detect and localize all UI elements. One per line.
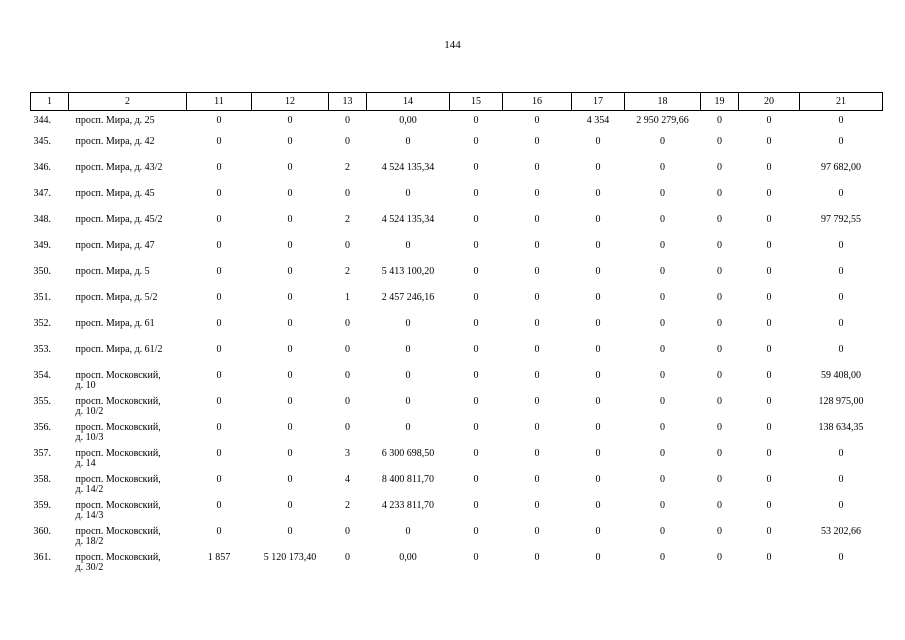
value-cell: 0 bbox=[287, 318, 293, 329]
value-cell: 0 bbox=[216, 240, 222, 251]
address-cell: просп. Мира, д. 43/2 bbox=[75, 162, 163, 173]
table-row bbox=[31, 111, 883, 138]
value-cell: 0 bbox=[534, 396, 540, 407]
value-cell: 2 bbox=[345, 500, 350, 511]
value-cell: 0 bbox=[766, 396, 772, 407]
address-cell: просп. Московский, д. 10/3 bbox=[75, 422, 161, 443]
value-cell: 0 bbox=[216, 318, 222, 329]
value-cell: 0 bbox=[287, 115, 293, 126]
column-header: 16 bbox=[503, 93, 572, 111]
row-number-cell: 351. bbox=[33, 292, 51, 303]
table-row bbox=[31, 345, 883, 371]
address-cell: просп. Московский, д. 14 bbox=[75, 448, 161, 469]
value-cell: 0 bbox=[345, 552, 350, 563]
value-cell: 0 bbox=[345, 136, 350, 147]
value-cell: 0 bbox=[534, 344, 540, 355]
value-cell: 5 413 100,20 bbox=[381, 266, 435, 277]
value-cell: 0 bbox=[595, 422, 601, 433]
value-cell: 0 bbox=[717, 115, 722, 126]
value-cell: 2 bbox=[345, 266, 350, 277]
value-cell: 0 bbox=[216, 162, 222, 173]
value-cell: 0 bbox=[216, 266, 222, 277]
address-cell: просп. Мира, д. 42 bbox=[75, 136, 155, 147]
value-cell: 4 233 811,70 bbox=[381, 500, 435, 511]
value-cell: 0 bbox=[838, 552, 844, 563]
value-cell: 0 bbox=[287, 162, 293, 173]
address-cell: просп. Московский, д. 14/2 bbox=[75, 474, 161, 495]
value-cell: 2 457 246,16 bbox=[381, 292, 435, 303]
value-cell: 0 bbox=[717, 422, 722, 433]
value-cell: 0 bbox=[287, 422, 293, 433]
value-cell: 0 bbox=[660, 422, 665, 433]
value-cell: 0 bbox=[473, 266, 479, 277]
value-cell: 4 524 135,34 bbox=[381, 162, 435, 173]
value-cell: 2 bbox=[345, 162, 350, 173]
value-cell: 0 bbox=[405, 422, 411, 433]
value-cell: 0 bbox=[473, 500, 479, 511]
value-cell: 0 bbox=[660, 240, 665, 251]
value-cell: 0 bbox=[534, 188, 540, 199]
value-cell: 0 bbox=[405, 526, 411, 537]
value-cell: 0 bbox=[595, 240, 601, 251]
value-cell: 0 bbox=[473, 188, 479, 199]
value-cell: 0 bbox=[660, 188, 665, 199]
value-cell: 0 bbox=[534, 266, 540, 277]
value-cell: 0 bbox=[595, 552, 601, 563]
value-cell: 0 bbox=[766, 214, 772, 225]
value-cell: 0 bbox=[345, 370, 350, 381]
data-table bbox=[30, 92, 883, 579]
page-number: 144 bbox=[444, 39, 461, 51]
row-number-cell: 358. bbox=[33, 474, 51, 485]
value-cell: 0 bbox=[345, 526, 350, 537]
value-cell: 0 bbox=[534, 292, 540, 303]
column-header: 14 bbox=[367, 93, 450, 111]
value-cell: 0 bbox=[534, 214, 540, 225]
value-cell: 0 bbox=[287, 214, 293, 225]
value-cell: 0 bbox=[287, 474, 293, 485]
value-cell: 0 bbox=[345, 318, 350, 329]
value-cell: 0 bbox=[216, 422, 222, 433]
value-cell: 0 bbox=[216, 370, 222, 381]
value-cell: 0 bbox=[766, 266, 772, 277]
row-number-cell: 357. bbox=[33, 448, 51, 459]
value-cell: 0 bbox=[534, 370, 540, 381]
value-cell: 0 bbox=[766, 292, 772, 303]
value-cell: 0 bbox=[534, 448, 540, 459]
column-header: 11 bbox=[187, 93, 252, 111]
value-cell: 0 bbox=[660, 500, 665, 511]
row-number-cell: 344. bbox=[33, 115, 51, 126]
value-cell: 0 bbox=[838, 474, 844, 485]
value-cell: 0 bbox=[405, 136, 411, 147]
value-cell: 0 bbox=[717, 500, 722, 511]
value-cell: 0 bbox=[717, 474, 722, 485]
row-number-cell: 348. bbox=[33, 214, 51, 225]
value-cell: 0 bbox=[345, 344, 350, 355]
value-cell: 8 400 811,70 bbox=[381, 474, 435, 485]
value-cell: 0 bbox=[595, 526, 601, 537]
value-cell: 0 bbox=[717, 318, 722, 329]
value-cell: 0 bbox=[766, 318, 772, 329]
value-cell: 0 bbox=[660, 292, 665, 303]
value-cell: 0 bbox=[660, 162, 665, 173]
value-cell: 0 bbox=[717, 396, 722, 407]
column-header: 17 bbox=[572, 93, 625, 111]
value-cell: 0 bbox=[473, 318, 479, 329]
value-cell: 0 bbox=[595, 136, 601, 147]
value-cell: 0 bbox=[717, 526, 722, 537]
value-cell: 0 bbox=[766, 448, 772, 459]
value-cell: 0 bbox=[717, 162, 722, 173]
value-cell: 0 bbox=[216, 526, 222, 537]
value-cell: 0 bbox=[838, 188, 844, 199]
value-cell: 138 634,35 bbox=[818, 422, 864, 433]
value-cell: 0 bbox=[216, 115, 222, 126]
value-cell: 0 bbox=[405, 396, 411, 407]
value-cell: 0 bbox=[287, 240, 293, 251]
value-cell: 0 bbox=[595, 370, 601, 381]
value-cell: 0 bbox=[766, 474, 772, 485]
value-cell: 6 300 698,50 bbox=[381, 448, 435, 459]
value-cell: 0 bbox=[660, 448, 665, 459]
value-cell: 0 bbox=[405, 370, 411, 381]
value-cell: 0 bbox=[216, 500, 222, 511]
value-cell: 0 bbox=[345, 396, 350, 407]
value-cell: 0 bbox=[473, 370, 479, 381]
value-cell: 5 120 173,40 bbox=[263, 552, 317, 563]
value-cell: 0 bbox=[534, 115, 540, 126]
value-cell: 0 bbox=[534, 162, 540, 173]
value-cell: 0 bbox=[534, 318, 540, 329]
address-cell: просп. Мира, д. 45 bbox=[75, 188, 155, 199]
value-cell: 0 bbox=[838, 318, 844, 329]
value-cell: 128 975,00 bbox=[818, 396, 864, 407]
value-cell: 0 bbox=[766, 500, 772, 511]
row-number-cell: 359. bbox=[33, 500, 51, 511]
value-cell: 0 bbox=[595, 188, 601, 199]
value-cell: 0 bbox=[405, 318, 411, 329]
column-header: 20 bbox=[739, 93, 800, 111]
value-cell: 0 bbox=[287, 292, 293, 303]
value-cell: 0 bbox=[216, 396, 222, 407]
value-cell: 0,00 bbox=[399, 552, 417, 563]
value-cell: 0 bbox=[216, 136, 222, 147]
value-cell: 0 bbox=[660, 552, 665, 563]
value-cell: 0 bbox=[595, 448, 601, 459]
value-cell: 0 bbox=[287, 344, 293, 355]
table-row bbox=[31, 553, 883, 579]
value-cell: 1 857 bbox=[207, 552, 231, 563]
value-cell: 0 bbox=[473, 396, 479, 407]
value-cell: 0 bbox=[405, 344, 411, 355]
address-cell: просп. Московский, д. 14/3 bbox=[75, 500, 161, 521]
value-cell: 0 bbox=[595, 344, 601, 355]
row-number-cell: 361. bbox=[33, 552, 51, 563]
table-row bbox=[31, 527, 883, 553]
value-cell: 0 bbox=[216, 214, 222, 225]
value-cell: 0 bbox=[216, 448, 222, 459]
value-cell: 0 bbox=[717, 136, 722, 147]
value-cell: 0 bbox=[287, 448, 293, 459]
value-cell: 0 bbox=[473, 526, 479, 537]
table-row bbox=[31, 267, 883, 293]
address-cell: просп. Московский, д. 10 bbox=[75, 370, 161, 391]
value-cell: 59 408,00 bbox=[821, 370, 861, 381]
value-cell: 0 bbox=[345, 422, 350, 433]
value-cell: 0 bbox=[766, 370, 772, 381]
value-cell: 0 bbox=[766, 526, 772, 537]
value-cell: 4 524 135,34 bbox=[381, 214, 435, 225]
table-body bbox=[31, 111, 883, 580]
value-cell: 0 bbox=[766, 136, 772, 147]
row-number-cell: 353. bbox=[33, 344, 51, 355]
value-cell: 0 bbox=[473, 214, 479, 225]
value-cell: 0 bbox=[838, 292, 844, 303]
value-cell: 0 bbox=[766, 344, 772, 355]
value-cell: 0 bbox=[473, 136, 479, 147]
value-cell: 2 950 279,66 bbox=[636, 115, 689, 126]
row-number-cell: 360. bbox=[33, 526, 51, 537]
value-cell: 0 bbox=[766, 115, 772, 126]
value-cell: 97 792,55 bbox=[821, 214, 861, 225]
row-number-cell: 355. bbox=[33, 396, 51, 407]
value-cell: 53 202,66 bbox=[821, 526, 861, 537]
value-cell: 0 bbox=[660, 474, 665, 485]
address-cell: просп. Московский, д. 10/2 bbox=[75, 396, 161, 417]
address-cell: просп. Мира, д. 45/2 bbox=[75, 214, 163, 225]
row-number-cell: 347. bbox=[33, 188, 51, 199]
value-cell: 0 bbox=[660, 370, 665, 381]
value-cell: 0 bbox=[595, 500, 601, 511]
value-cell: 0 bbox=[766, 422, 772, 433]
value-cell: 0 bbox=[717, 552, 722, 563]
table-row bbox=[31, 189, 883, 215]
value-cell: 0 bbox=[717, 370, 722, 381]
table-row bbox=[31, 423, 883, 449]
value-cell: 0 bbox=[287, 188, 293, 199]
table-row bbox=[31, 475, 883, 501]
value-cell: 0 bbox=[534, 474, 540, 485]
value-cell: 0 bbox=[473, 162, 479, 173]
value-cell: 3 bbox=[345, 448, 350, 459]
value-cell: 0 bbox=[287, 500, 293, 511]
value-cell: 0 bbox=[345, 188, 350, 199]
value-cell: 0 bbox=[473, 552, 479, 563]
column-header: 1 bbox=[31, 93, 69, 111]
value-cell: 0 bbox=[766, 240, 772, 251]
table-row bbox=[31, 501, 883, 527]
value-cell: 0 bbox=[473, 448, 479, 459]
value-cell: 0 bbox=[766, 162, 772, 173]
value-cell: 0 bbox=[717, 344, 722, 355]
row-number-cell: 350. bbox=[33, 266, 51, 277]
value-cell: 0 bbox=[216, 474, 222, 485]
value-cell: 0 bbox=[287, 136, 293, 147]
value-cell: 0 bbox=[595, 292, 601, 303]
table-row bbox=[31, 449, 883, 475]
value-cell: 0 bbox=[595, 214, 601, 225]
column-header: 13 bbox=[329, 93, 367, 111]
value-cell: 0 bbox=[838, 344, 844, 355]
value-cell: 0 bbox=[287, 266, 293, 277]
value-cell: 0 bbox=[717, 266, 722, 277]
value-cell: 0 bbox=[660, 136, 665, 147]
table-row bbox=[31, 215, 883, 241]
value-cell: 0 bbox=[473, 474, 479, 485]
value-cell: 0 bbox=[473, 344, 479, 355]
value-cell: 4 354 bbox=[586, 115, 610, 126]
value-cell: 0 bbox=[717, 292, 722, 303]
value-cell: 0 bbox=[534, 526, 540, 537]
value-cell: 0 bbox=[766, 188, 772, 199]
address-cell: просп. Мира, д. 25 bbox=[75, 115, 155, 126]
address-cell: просп. Московский, д. 30/2 bbox=[75, 552, 161, 573]
value-cell: 0 bbox=[595, 162, 601, 173]
column-header: 15 bbox=[450, 93, 503, 111]
value-cell: 0 bbox=[345, 115, 350, 126]
table-row bbox=[31, 319, 883, 345]
value-cell: 0 bbox=[838, 500, 844, 511]
address-cell: просп. Мира, д. 61 bbox=[75, 318, 155, 329]
value-cell: 0 bbox=[473, 115, 479, 126]
value-cell: 0 bbox=[838, 240, 844, 251]
row-number-cell: 356. bbox=[33, 422, 51, 433]
table-header-row bbox=[31, 93, 883, 111]
row-number-cell: 354. bbox=[33, 370, 51, 381]
table-row bbox=[31, 293, 883, 319]
column-header: 2 bbox=[69, 93, 187, 111]
value-cell: 0 bbox=[595, 396, 601, 407]
value-cell: 0 bbox=[534, 422, 540, 433]
value-cell: 0 bbox=[534, 500, 540, 511]
value-cell: 0 bbox=[345, 240, 350, 251]
value-cell: 0 bbox=[287, 370, 293, 381]
value-cell: 97 682,00 bbox=[821, 162, 861, 173]
value-cell: 0 bbox=[717, 448, 722, 459]
column-header: 21 bbox=[800, 93, 883, 111]
address-cell: просп. Мира, д. 5 bbox=[75, 266, 150, 277]
value-cell: 0 bbox=[717, 214, 722, 225]
value-cell: 0 bbox=[595, 474, 601, 485]
value-cell: 0 bbox=[660, 318, 665, 329]
column-header: 12 bbox=[252, 93, 329, 111]
value-cell: 0 bbox=[660, 526, 665, 537]
value-cell: 0 bbox=[534, 552, 540, 563]
value-cell: 0,00 bbox=[399, 115, 417, 126]
value-cell: 0 bbox=[473, 422, 479, 433]
column-header: 19 bbox=[701, 93, 739, 111]
value-cell: 0 bbox=[405, 240, 411, 251]
value-cell: 0 bbox=[216, 292, 222, 303]
value-cell: 0 bbox=[216, 344, 222, 355]
value-cell: 0 bbox=[660, 344, 665, 355]
value-cell: 0 bbox=[717, 240, 722, 251]
table-row bbox=[31, 163, 883, 189]
value-cell: 0 bbox=[287, 526, 293, 537]
value-cell: 0 bbox=[838, 136, 844, 147]
value-cell: 4 bbox=[345, 474, 350, 485]
value-cell: 0 bbox=[595, 318, 601, 329]
table-row bbox=[31, 371, 883, 397]
value-cell: 0 bbox=[473, 292, 479, 303]
value-cell: 1 bbox=[345, 292, 350, 303]
value-cell: 0 bbox=[717, 188, 722, 199]
address-cell: просп. Мира, д. 5/2 bbox=[75, 292, 158, 303]
address-cell: просп. Московский, д. 18/2 bbox=[75, 526, 161, 547]
table-row bbox=[31, 137, 883, 163]
table-row bbox=[31, 241, 883, 267]
row-number-cell: 349. bbox=[33, 240, 51, 251]
value-cell: 0 bbox=[595, 266, 601, 277]
value-cell: 0 bbox=[838, 266, 844, 277]
row-number-cell: 346. bbox=[33, 162, 51, 173]
value-cell: 2 bbox=[345, 214, 350, 225]
value-cell: 0 bbox=[473, 240, 479, 251]
row-number-cell: 352. bbox=[33, 318, 51, 329]
value-cell: 0 bbox=[216, 188, 222, 199]
column-header: 18 bbox=[625, 93, 701, 111]
value-cell: 0 bbox=[660, 396, 665, 407]
address-cell: просп. Мира, д. 61/2 bbox=[75, 344, 163, 355]
value-cell: 0 bbox=[838, 448, 844, 459]
value-cell: 0 bbox=[287, 396, 293, 407]
row-number-cell: 345. bbox=[33, 136, 51, 147]
value-cell: 0 bbox=[534, 136, 540, 147]
value-cell: 0 bbox=[534, 240, 540, 251]
address-cell: просп. Мира, д. 47 bbox=[75, 240, 155, 251]
value-cell: 0 bbox=[660, 266, 665, 277]
value-cell: 0 bbox=[766, 552, 772, 563]
table-row bbox=[31, 397, 883, 423]
value-cell: 0 bbox=[838, 115, 844, 126]
value-cell: 0 bbox=[660, 214, 665, 225]
value-cell: 0 bbox=[405, 188, 411, 199]
